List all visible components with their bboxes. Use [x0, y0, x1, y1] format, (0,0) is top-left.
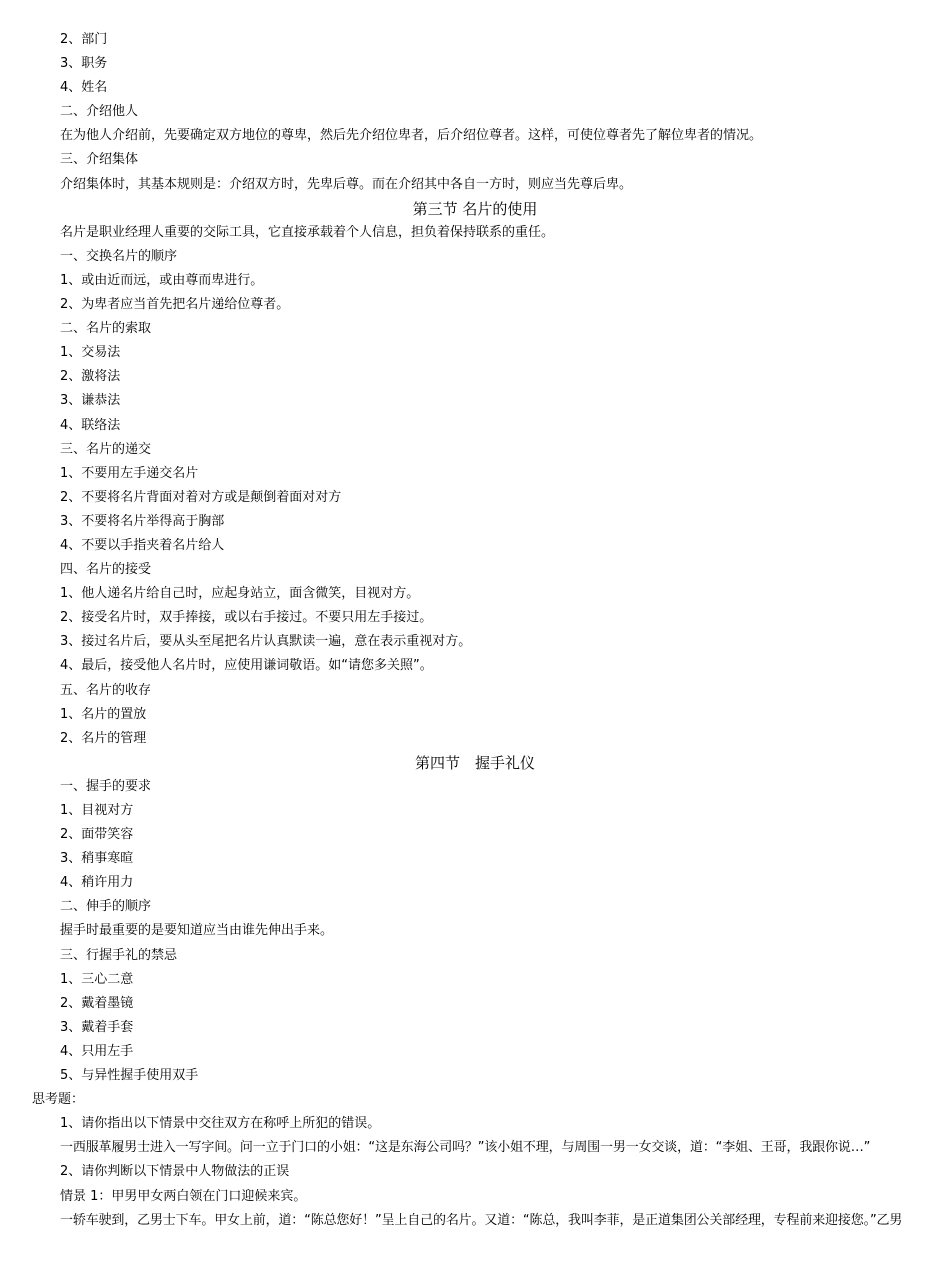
text-line: 一、握手的要求 [60, 778, 152, 794]
text-line: 在为他人介绍前，先要确定双方地位的尊卑，然后先介绍位卑者，后介绍位尊者。这样，可使位尊者先了解位卑者的情况。 [60, 128, 763, 144]
text-line: 4、只用左手 [60, 1043, 134, 1059]
text-line: 5、与异性握手使用双手 [60, 1068, 199, 1084]
text-line: 1、交易法 [60, 345, 121, 361]
text-line: 五、名片的收存 [60, 682, 152, 698]
text-line: 3、稍事寒暄 [60, 851, 134, 867]
text-line: 一西服革履男士进入一写字间。问一立于门口的小姐：“这是东海公司吗？”该小姐不理，与周围一男一女交谈，道：“李姐、王哥，我跟你说…” [60, 1140, 871, 1156]
text-line: 三、介绍集体 [60, 152, 139, 168]
text-line: 3、职务 [60, 56, 108, 72]
text-line: 3、不要将名片举得高于胸部 [60, 513, 225, 529]
text-line: 4、不要以手指夹着名片给人 [60, 537, 225, 553]
section-heading: 第四节 握手礼仪 [414, 753, 535, 772]
question-heading: 思考题： [32, 1092, 85, 1108]
text-line: 三、行握手礼的禁忌 [60, 947, 178, 963]
text-line: 2、接受名片时，双手捧接，或以右手接过。不要只用左手接过。 [60, 610, 433, 626]
document-body [0, 28, 950, 1233]
text-line: 2、激将法 [60, 369, 121, 385]
text-line: 3、谦恭法 [60, 393, 121, 409]
text-line: 2、名片的管理 [60, 730, 147, 746]
text-line: 3、戴着手套 [60, 1019, 134, 1035]
text-line: 1、请你指出以下情景中交往双方在称呼上所犯的错误。 [60, 1116, 381, 1132]
text-line: 二、名片的索取 [60, 321, 152, 337]
text-line: 2、部门 [60, 32, 108, 47]
text-line: 一轿车驶到，乙男士下车。甲女上前，道：“陈总您好！”呈上自己的名片。又道：“陈总，我叫李菲，是正道集团公关部经理，专程前来迎接您。”乙男 [60, 1212, 903, 1228]
text-line: 介绍集体时，其基本规则是：介绍双方时，先卑后尊。而在介绍其中各自一方时，则应当先尊后卑。 [60, 176, 633, 192]
text-line: 1、名片的置放 [60, 706, 147, 722]
text-line: 情景 1：甲男甲女两白领在门口迎候来宾。 [60, 1188, 307, 1204]
text-line: 4、最后，接受他人名片时，应使用谦词敬语。如“请您多关照”。 [60, 658, 433, 674]
text-line: 2、不要将名片背面对着对方或是颠倒着面对对方 [60, 489, 342, 505]
text-line: 一、交换名片的顺序 [60, 248, 178, 264]
section-heading: 第三节 名片的使用 [412, 199, 538, 218]
text-line: 握手时最重要的是要知道应当由谁先伸出手来。 [60, 923, 334, 939]
text-line: 1、三心二意 [60, 971, 134, 987]
document-page [0, 28, 950, 1233]
text-line: 名片是职业经理人重要的交际工具，它直接承载着个人信息，担负着保持联系的重任。 [60, 224, 555, 240]
text-line: 2、面带笑容 [60, 827, 134, 843]
text-line: 1、或由近而远，或由尊而卑进行。 [60, 272, 264, 288]
text-line: 3、接过名片后，要从头至尾把名片认真默读一遍，意在表示重视对方。 [60, 634, 472, 650]
text-line: 2、请你判断以下情景中人物做法的正误 [60, 1164, 290, 1180]
text-line: 二、介绍他人 [60, 104, 139, 120]
text-line: 2、为卑者应当首先把名片递给位尊者。 [60, 297, 290, 313]
text-line: 三、名片的递交 [60, 441, 152, 457]
text-line: 4、姓名 [60, 80, 108, 96]
text-line: 2、戴着墨镜 [60, 995, 134, 1011]
text-line: 四、名片的接受 [60, 562, 152, 578]
text-line: 二、伸手的顺序 [60, 899, 152, 915]
text-line: 1、目视对方 [60, 803, 134, 818]
text-line: 4、稍许用力 [60, 875, 134, 891]
text-line: 1、他人递名片给自己时，应起身站立，面含微笑，目视对方。 [60, 586, 420, 602]
text-line: 1、不要用左手递交名片 [60, 465, 199, 481]
text-line: 4、联络法 [60, 417, 121, 433]
